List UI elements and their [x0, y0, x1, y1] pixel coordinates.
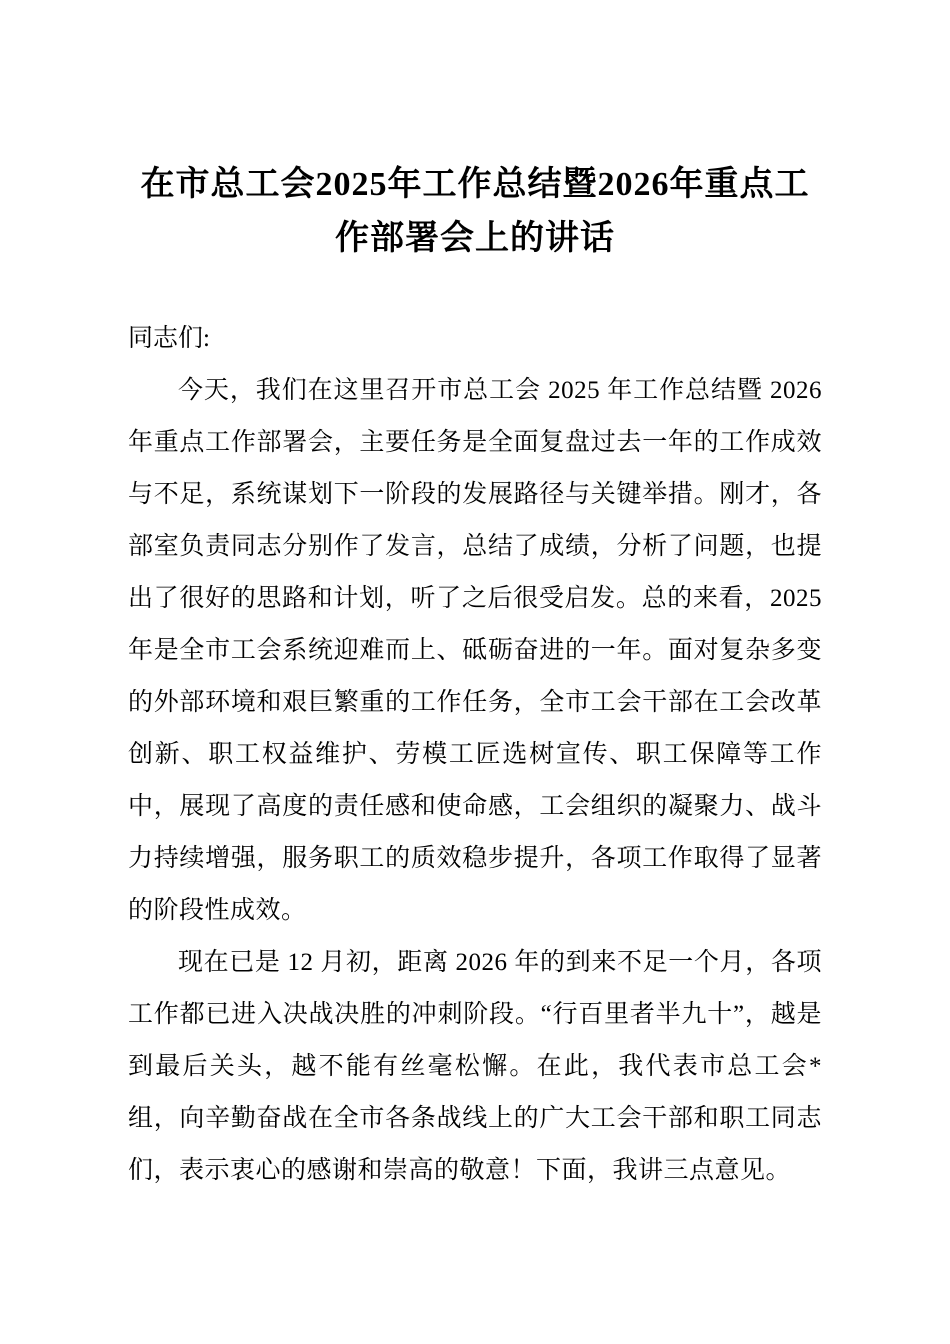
document-title: 在市总工会2025年工作总结暨2026年重点工作部署会上的讲话 — [140, 166, 810, 258]
salutation: 同志们: — [128, 324, 210, 352]
paragraph: 今天，我们在这里召开市总工会 2025 年工作总结暨 2026 年重点工作部署会，主要任务是全面复盘过去一年的工作成效与不足，系统谋划下一阶段的发展路径与关键举措。刚才，各部室负责同志分别作了发言，总结了成绩，分析了问题，也提出了很好的思路和计划，听了之后很受启发。总的来看，2025 年是全市工会系统迎难而上、砥砺奋进的一年。面对复杂多变的外部环境和艰巨繁重的工作任务，全市工会干部在工会改革创新、职工权益维护、劳模工匠选树宣传、职工保障等工作中，展现了高度的责任感和使命感，工会组织的凝聚力、战斗力持续增强，服务职工的质效稳步提升，各项工作取得了显著的阶段性成效。 — [128, 376, 822, 924]
paragraph: 现在已是 12 月初，距离 2026 年的到来不足一个月，各项工作都已进入决战决胜的冲刺阶段。“行百里者半九十”，越是到最后关头，越不能有丝毫松懈。在此，我代表市总工会*组，向辛勤奋战在全市各条战线上的广大工会干部和职工同志们，表示衷心的感谢和崇高的敬意！下面，我讲三点意见。 — [128, 948, 822, 1184]
